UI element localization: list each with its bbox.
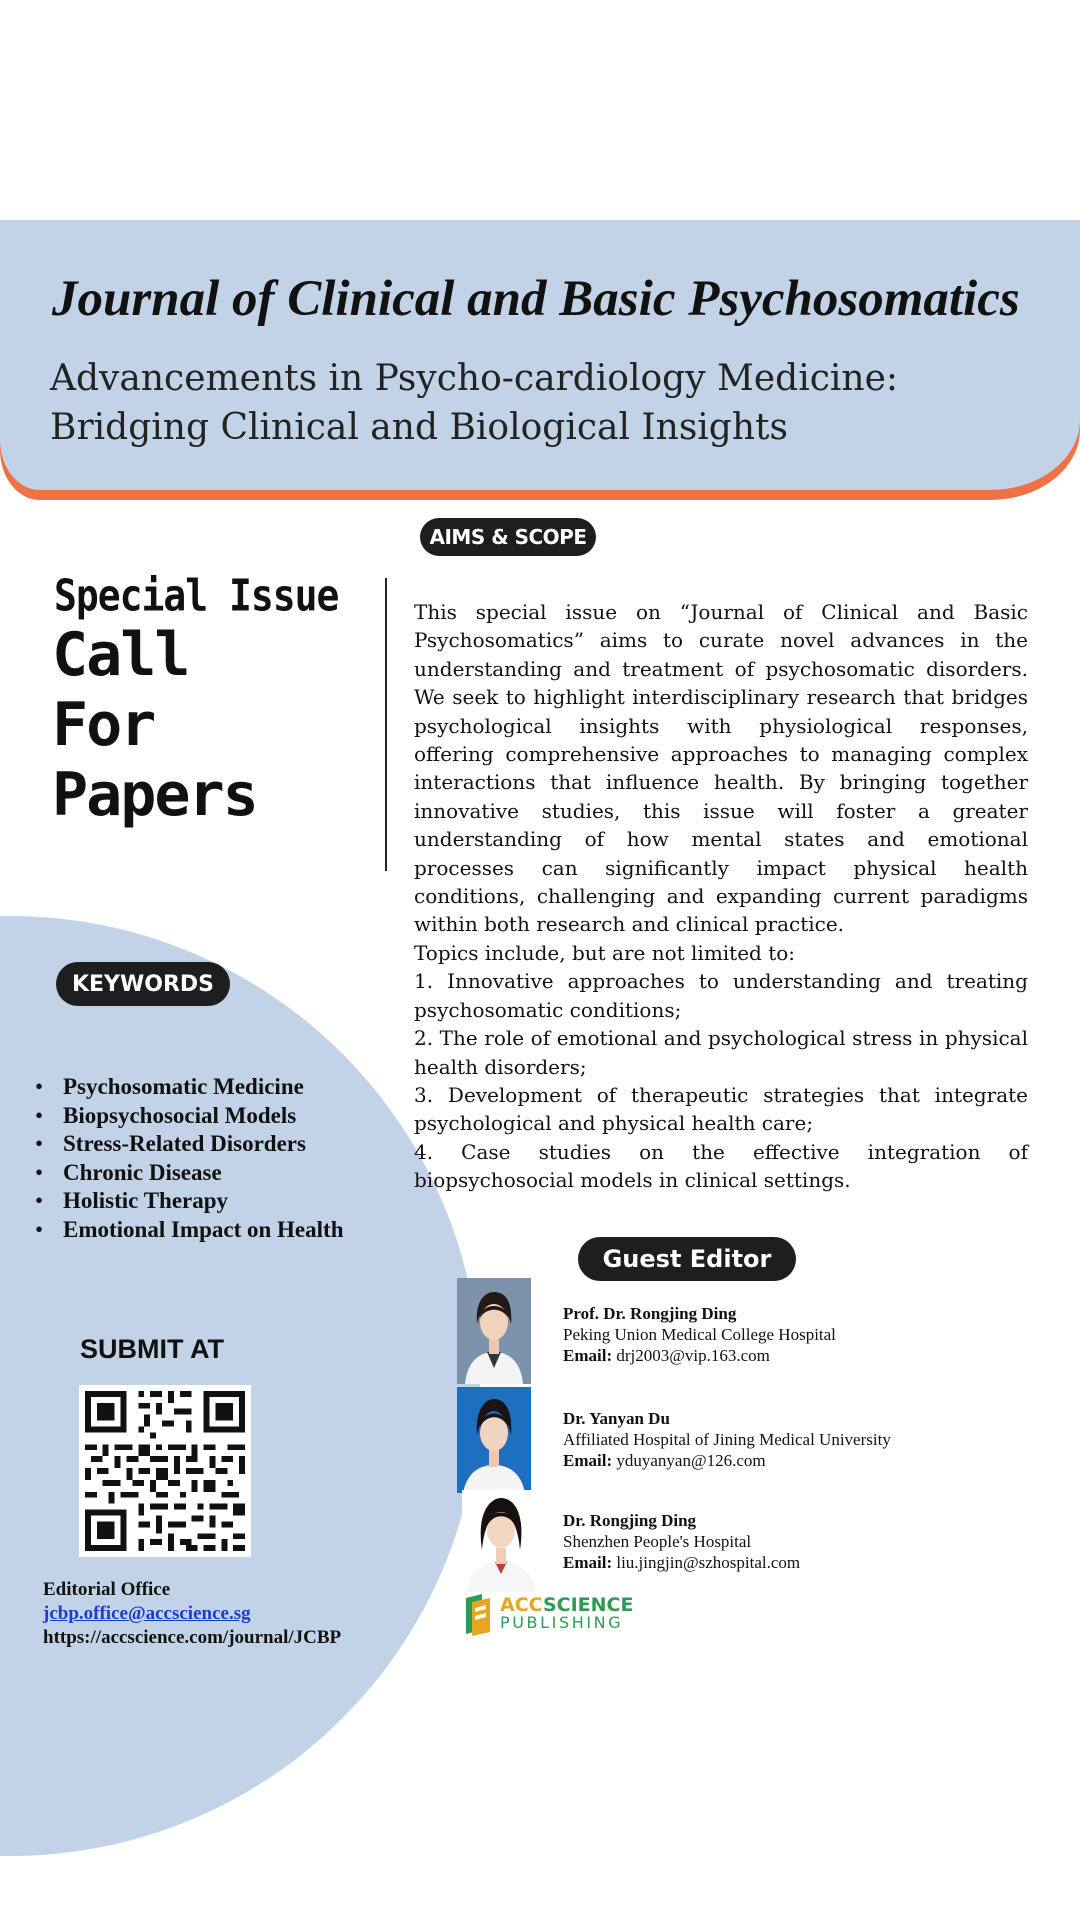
aims-scope-text (414, 598, 1028, 1195)
editor-affiliation: Affiliated Hospital of Jining Medical University (563, 1430, 891, 1449)
accscience-logo-icon (462, 1592, 494, 1636)
editor-photo-avatar (462, 1490, 540, 1592)
topic-item: 3. Development of therapeutic strategies that integrate psychological and physical health care; (414, 1082, 1028, 1136)
logo-wordmark (500, 1596, 633, 1632)
topic-item: 4. Case studies on the effective integration of biopsychosocial models in clinical settings. (414, 1139, 1028, 1193)
keyword-item: • Holistic Therapy (30, 1187, 343, 1216)
journal-url[interactable]: https://accscience.com/journal/JCBP (43, 1627, 342, 1648)
editor-email[interactable]: yduyanyan@126.com (612, 1451, 766, 1470)
vertical-divider (385, 578, 387, 871)
editor-email-line (563, 1345, 836, 1366)
keyword-item: • Emotional Impact on Health (30, 1216, 343, 1245)
editor-name: Dr. Rongjing Ding (563, 1511, 697, 1530)
editor-info (563, 1510, 800, 1573)
qr-code-icon[interactable] (79, 1385, 251, 1557)
keyword-item: • Psychosomatic Medicine (30, 1073, 343, 1102)
keyword-item: • Chronic Disease (30, 1159, 343, 1188)
editor-email-line (563, 1552, 800, 1573)
editor-email[interactable]: liu.jingjin@szhospital.com (612, 1553, 801, 1572)
editor-info (563, 1303, 836, 1366)
email-label: Email: (563, 1346, 613, 1365)
editorial-office (43, 1578, 341, 1650)
special-issue-title: Advancements in Psycho-cardiology Medicine: Bridging Clinical and Biological Insights (50, 358, 899, 448)
editorial-office-label: Editorial Office (43, 1579, 171, 1600)
topic-item: 2. The role of emotional and psychological stress in physical health disorders; (414, 1026, 1028, 1079)
logo-science: SCIENCE (542, 1594, 634, 1616)
journal-title: Journal of Clinical and Basic Psychosomatics (52, 271, 1020, 327)
submit-at-label: SUBMIT AT (80, 1334, 224, 1364)
keyword-item: • Stress-Related Disorders (30, 1130, 343, 1159)
editor-name: Dr. Yanyan Du (563, 1409, 670, 1428)
keywords-badge: KEYWORDS (56, 962, 230, 1006)
editor-photo-avatar (457, 1278, 531, 1384)
call-for-papers-heading (52, 620, 352, 830)
email-label: Email: (563, 1451, 613, 1470)
topics-intro: Topics include, but are not limited to: (414, 940, 796, 965)
editor-photo-avatar (457, 1387, 531, 1493)
logo-acc: ACC (500, 1594, 543, 1616)
editor-email[interactable]: drj2003@vip.163.com (612, 1346, 770, 1365)
special-issue-heading: Special Issue (54, 570, 339, 621)
keywords-list (30, 1073, 343, 1244)
aims-scope-badge: AIMS & SCOPE (420, 518, 596, 556)
cfp-line-call: Call (52, 620, 189, 690)
editor-info (563, 1408, 891, 1471)
cfp-line-for: For (52, 690, 155, 760)
topic-item: 1. Innovative approaches to understanding and treating psychosomatic conditions; (414, 969, 1028, 1022)
keyword-item: • Biopsychosocial Models (30, 1102, 343, 1131)
editor-affiliation: Shenzhen People's Hospital (563, 1532, 752, 1551)
aims-paragraph: This special issue on “Journal of Clinical and Basic Psychosomatics” aims to curate novel advances in the understanding and treatment of psychosomatic disorders. We seek to highlight interdisciplinary research that bridges psychological insights with physiological responses, offering comprehensive approaches to managing complex interactions that influence health. By bringing together innovative studies, this issue will foster a greater understanding of how mental states and emotional processes can significantly impact physical health conditions, challenging and expanding current paradigms within both research and clinical practice. (414, 600, 1028, 937)
editor-name: Prof. Dr. Rongjing Ding (563, 1304, 737, 1323)
editor-email-line (563, 1450, 891, 1471)
editor-affiliation: Peking Union Medical College Hospital (563, 1325, 836, 1344)
cfp-line-papers: Papers (52, 760, 257, 830)
guest-editor-badge: Guest Editor (578, 1237, 796, 1281)
email-label: Email: (563, 1553, 613, 1572)
editorial-office-email-link[interactable]: jcbp.office@accscience.sg (43, 1603, 251, 1624)
logo-publishing: PUBLISHING (500, 1613, 624, 1632)
accscience-publishing-logo (462, 1592, 633, 1636)
